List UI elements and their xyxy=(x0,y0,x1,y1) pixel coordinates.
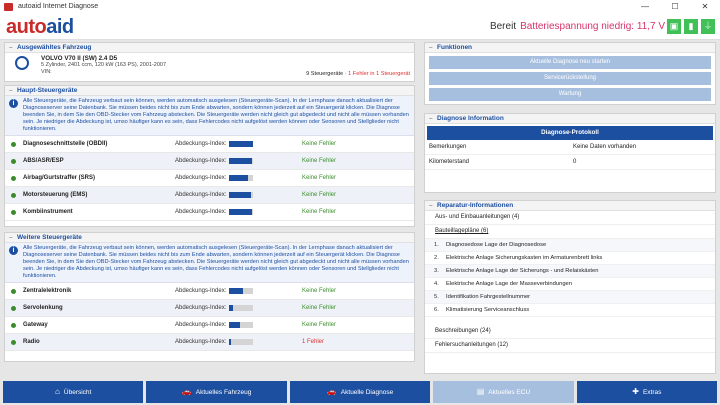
ecu-status-dot xyxy=(11,193,16,198)
ecu-name: Airbag/Gurtstraffer (SRS) xyxy=(23,175,96,181)
car-icon: 🚗 xyxy=(181,387,192,396)
coverage-bar xyxy=(229,141,253,147)
ecu-status: Keine Fehler xyxy=(302,322,337,328)
ecu-row[interactable] xyxy=(5,334,414,351)
status-ready: Bereit xyxy=(489,21,517,32)
ecu-status: Keine Fehler xyxy=(302,192,337,198)
restart-diagnosis-button[interactable]: Aktuelle Diagnose neu starten xyxy=(429,56,711,69)
repair-item-label: Elektrische Anlage Sicherungskasten im Armaturenbrett links xyxy=(446,255,603,261)
main-ecus-panel: – Haupt-Steuergeräte i Alle Steuergeräte, die Fahrzeug verbaut sein können, werden automatisch ausgelesen (Steuergeräte-Scan). In der Lernphase danach aktualisiert der Diagnoseserver seine Datenbank. Sie müssen beides nicht bis zum Ende abwarten, sondern können jederzeit auf ein Steuergerät klicken. Die Diagnose beenden Sie, in dem Sie den OBD-Stecker vom Fahrzeug abstecken. Die Steuergeräte werden nicht gleich gut abgedeckt und nicht alle müssen vorhanden sein. Je niedriger die Abdeckung ist, umso häufiger kann es sein, dass Fehlercodes nicht aufgelöst werden können oder Sensoren und Stellglieder nicht funktionieren. Diagnoseschnittstelle (OBDII) Abdeckungs-Index: Keine Fehler ABS/ASR/ESP Abdeckungs-Index: Keine Fehler Airbag/Gurtstraffer (SRS) Abdeckungs-Index: Keine Fehler Motorsteuerung (EMS) Abdeckungs-Index: Keine Fehler Kombiinstrument Abdeckungs-Index: Keine Fehler xyxy=(4,85,415,227)
repair-info-panel: – Reparatur-Informationen Aus- und Einbauanleitungen (4) Bauteillagepläne (6) 1. Diagnosedose Lage der Diagnosedose 2. Elektrische Anlage Sicherungskasten im Armaturenbrett links 3. Elektrische Anlage Lage der Sicherungs - und Relaiskästen 4. Elektrische Anlage Lage der Masseverbindungen 5. Identifikation Fahrgestellnummer 6. Klimatisierung Serviceanschluss Beschreibungen (24) Fehlersuchanleitungen (12) xyxy=(424,200,716,374)
coverage-bar-fill xyxy=(229,158,252,164)
repair-item-number: 6. xyxy=(434,307,439,313)
diagnose-info-title: Diagnose Information xyxy=(437,115,504,122)
repair-group-assembly[interactable]: Aus- und Einbauanleitungen (4) xyxy=(425,211,715,225)
ecu-name: Kombiinstrument xyxy=(23,209,73,215)
other-ecus-panel: – Weitere Steuergeräte i Alle Steuergeräte, die Fahrzeug verbaut sein können, werden automatisch ausgelesen (Steuergeräte-Scan). In der Lernphase danach aktualisiert der Diagnoseserver seine Datenbank. Sie müssen beides nicht bis zum Ende abwarten, sondern können jederzeit auf ein Steuergerät klicken. Die Diagnose beenden Sie, in dem Sie den OBD-Stecker vom Fahrzeug abstecken. Die Steuergeräte werden nicht gleich gut abgedeckt und nicht alle müssen vorhanden sein. Je niedriger die Abdeckung ist, umso häufiger kann es sein, dass Fehlercodes nicht aufgelöst werden können oder Sensoren und Stellglieder nicht funktionieren. Zentralelektronik Abdeckungs-Index: Keine Fehler Servolenkung Abdeckungs-Index: Keine Fehler Gateway Abdeckungs-Index: Keine Fehler Radio Abdeckungs-Index: 1 Fehler xyxy=(4,232,415,362)
ecu-name: Diagnoseschnittstelle (OBDII) xyxy=(23,141,108,147)
volvo-logo-icon xyxy=(15,56,29,70)
app-header xyxy=(0,14,720,40)
remarks-row: Bemerkungen Keine Daten vorhanden xyxy=(425,140,715,155)
wrench-icon: ✚ xyxy=(632,387,639,396)
ecu-name: Gateway xyxy=(23,322,48,328)
usb-icon[interactable]: ⏚ xyxy=(701,19,715,34)
coverage-bar xyxy=(229,305,253,311)
coverage-bar xyxy=(229,322,253,328)
ecu-status: Keine Fehler xyxy=(302,158,337,164)
other-ecus-title: Weitere Steuergeräte xyxy=(17,234,82,241)
coverage-bar-fill xyxy=(229,192,251,198)
ecu-status-dot xyxy=(11,159,16,164)
home-icon: ⌂ xyxy=(55,387,60,396)
ecu-row[interactable] xyxy=(5,204,414,221)
ecu-icon: ▤ xyxy=(476,387,485,396)
repair-info-title: Reparatur-Informationen xyxy=(437,202,514,209)
coverage-bar-fill xyxy=(229,305,233,311)
main-ecu-list xyxy=(5,136,414,221)
ecu-status-dot xyxy=(11,340,16,345)
repair-item-label: Klimatisierung Serviceanschluss xyxy=(446,307,530,313)
functions-panel: – Funktionen Aktuelle Diagnose neu starten Servicerückstellung Wartung xyxy=(424,42,716,105)
repair-group-troubleshooting[interactable]: Fehlersuchanleitungen (12) xyxy=(425,339,715,353)
ecu-status-dot xyxy=(11,323,16,328)
coverage-label: Abdeckungs-Index: xyxy=(175,305,227,311)
window-title: autoaid Internet Diagnose xyxy=(18,3,99,10)
ecu-row[interactable] xyxy=(5,170,414,187)
ecu-name: Servolenkung xyxy=(23,305,63,311)
repair-item-number: 2. xyxy=(434,255,439,261)
coverage-label: Abdeckungs-Index: xyxy=(175,339,227,345)
nav-button-label: Aktuelles Fahrzeug xyxy=(195,389,252,396)
ecu-name: Radio xyxy=(23,339,40,345)
nav-button-wrench[interactable] xyxy=(577,381,717,403)
error-summary: · 1 Fehler in 1 Steuergerät xyxy=(344,71,410,77)
coverage-bar xyxy=(229,209,253,215)
title-bar xyxy=(0,0,720,14)
other-ecu-list xyxy=(5,283,414,351)
ecu-status-dot xyxy=(11,210,16,215)
coverage-bar xyxy=(229,288,253,294)
status-text xyxy=(490,21,665,33)
ecu-status: 1 Fehler xyxy=(302,339,325,345)
repair-item[interactable] xyxy=(425,252,715,265)
ecu-status-dot xyxy=(11,289,16,294)
battery-icon[interactable]: ▮ xyxy=(684,19,698,34)
coverage-label: Abdeckungs-Index: xyxy=(175,175,227,181)
vehicle-panel: – Ausgewähltes Fahrzeug VOLVO V70 II (SW) 2.4 D5 5 Zylinder, 2401 ccm, 120 kW (163 PS), 2001-2007 VIN: 9 Steuergeräte · 1 Fehler in 1 Steuergerät xyxy=(4,42,415,82)
coverage-bar xyxy=(229,158,253,164)
coverage-bar-fill xyxy=(229,141,253,147)
bottom-nav xyxy=(0,381,720,405)
ecu-status: Keine Fehler xyxy=(302,209,337,215)
repair-item[interactable] xyxy=(425,304,715,317)
vehicle-name: VOLVO V70 II (SW) 2.4 D5 xyxy=(41,55,118,62)
repair-item-label: Diagnosedose Lage der Diagnosedose xyxy=(446,242,547,248)
coverage-label: Abdeckungs-Index: xyxy=(175,192,227,198)
main-ecus-info: i Alle Steuergeräte, die Fahrzeug verbaut sein können, werden automatisch ausgelesen (Steuergeräte-Scan). In der Lernphase danach aktualisiert der Diagnoseserver seine Datenbank. Sie müssen beides nicht bis zum Ende abwarten, sondern können jederzeit auf ein Steuergerät klicken. Die Diagnose beenden Sie, in dem Sie den OBD-Stecker vom Fahrzeug abstecken. Die Steuergeräte werden nicht gleich gut abgedeckt und nicht alle müssen vorhanden sein. Je niedriger die Abdeckung ist, umso häufiger kann es sein, dass Fehlercodes nicht aufgelöst werden können oder Sensoren und Stellglieder nicht funktionieren. xyxy=(5,96,414,136)
nav-button-label: Übersicht xyxy=(63,389,92,396)
autoaid-logo: autoaid xyxy=(6,16,74,38)
app-icon xyxy=(4,3,13,11)
nav-button-car-diagnose[interactable] xyxy=(290,381,430,403)
repair-item-label: Elektrische Anlage Lage der Sicherungs - und Relaiskästen xyxy=(446,268,599,274)
repair-item-number: 3. xyxy=(434,268,439,274)
coverage-bar-fill xyxy=(229,322,240,328)
ecu-row[interactable] xyxy=(5,283,414,300)
vehicle-details: 5 Zylinder, 2401 ccm, 120 kW (163 PS), 2001-2007 xyxy=(41,62,167,68)
coverage-label: Abdeckungs-Index: xyxy=(175,141,227,147)
repair-item[interactable] xyxy=(425,278,715,291)
vehicle-section-title: Ausgewähltes Fahrzeug xyxy=(17,44,92,51)
car-status-icon[interactable]: ▣ xyxy=(667,19,681,34)
ecu-name: Zentralelektronik xyxy=(23,288,72,294)
mileage-row: Kilometerstand 0 xyxy=(425,155,715,170)
ecu-row[interactable] xyxy=(5,317,414,334)
coverage-label: Abdeckungs-Index: xyxy=(175,288,227,294)
coverage-label: Abdeckungs-Index: xyxy=(175,322,227,328)
ecu-name: ABS/ASR/ESP xyxy=(23,158,64,164)
coverage-label: Abdeckungs-Index: xyxy=(175,209,227,215)
repair-item-number: 4. xyxy=(434,281,439,287)
repair-item-label: Identifikation Fahrgestellnummer xyxy=(446,294,531,300)
ecu-row[interactable] xyxy=(5,300,414,317)
close-button[interactable]: ✕ xyxy=(701,2,709,11)
coverage-bar-fill xyxy=(229,175,248,181)
repair-item-number: 5. xyxy=(434,294,439,300)
coverage-bar xyxy=(229,192,253,198)
minimize-button[interactable]: — xyxy=(641,2,649,11)
ecu-status: Keine Fehler xyxy=(302,141,337,147)
nav-button-label: Aktuelle Diagnose xyxy=(340,389,394,396)
ecu-status-dot xyxy=(11,176,16,181)
diagnose-protocol-button[interactable]: Diagnose-Protokoll xyxy=(427,126,713,140)
coverage-bar-fill xyxy=(229,339,231,345)
nav-button-car[interactable] xyxy=(146,381,286,403)
coverage-label: Abdeckungs-Index: xyxy=(175,158,227,164)
ecu-count: 9 Steuergeräte xyxy=(306,71,344,77)
ecu-row[interactable] xyxy=(5,136,414,153)
coverage-bar xyxy=(229,339,253,345)
nav-button-label: Aktuelles ECU xyxy=(488,389,531,396)
ecu-status-dot xyxy=(11,306,16,311)
repair-item[interactable] xyxy=(425,265,715,278)
repair-group-component-plans[interactable]: Bauteillagepläne (6) xyxy=(425,225,715,239)
repair-group-descriptions[interactable]: Beschreibungen (24) xyxy=(425,325,715,339)
ecu-status: Keine Fehler xyxy=(302,305,337,311)
other-ecus-info: i Alle Steuergeräte, die Fahrzeug verbaut sein können, werden automatisch ausgelesen (Steuergeräte-Scan). In der Lernphase danach aktualisiert der Diagnoseserver seine Datenbank. Sie müssen beides nicht bis zum Ende abwarten, sondern können jederzeit auf ein Steuergerät klicken. Die Diagnose beenden Sie, in dem Sie den OBD-Stecker vom Fahrzeug abstecken. Die Steuergeräte werden nicht gleich gut abgedeckt und nicht alle müssen vorhanden sein. Je niedriger die Abdeckung ist, umso häufiger kann es sein, dass Fehlercodes nicht aufgelöst werden können oder Sensoren und Stellglieder nicht funktionieren. xyxy=(5,243,414,283)
functions-title: Funktionen xyxy=(437,44,473,51)
ecu-row[interactable] xyxy=(5,187,414,204)
ecu-name: Motorsteuerung (EMS) xyxy=(23,192,88,198)
info-icon: i xyxy=(9,246,18,255)
diagnose-info-panel: – Diagnose Information Diagnose-Protokoll Bemerkungen Keine Daten vorhanden Kilometerstand 0 xyxy=(424,113,716,193)
info-icon: i xyxy=(9,99,18,108)
repair-item[interactable] xyxy=(425,291,715,304)
repair-item-label: Elektrische Anlage Lage der Masseverbindungen xyxy=(446,281,573,287)
maintenance-button[interactable]: Wartung xyxy=(429,88,711,101)
main-ecus-title: Haupt-Steuergeräte xyxy=(17,87,78,94)
car-diagnose-icon: 🚗 xyxy=(326,387,337,396)
nav-button-home[interactable] xyxy=(3,381,143,403)
maximize-button[interactable]: ☐ xyxy=(671,2,679,11)
repair-item-list xyxy=(425,239,715,317)
nav-button-label: Extras xyxy=(642,389,662,396)
ecu-status-dot xyxy=(11,142,16,147)
coverage-bar-fill xyxy=(229,288,243,294)
ecu-status: Keine Fehler xyxy=(302,175,337,181)
coverage-bar-fill xyxy=(229,209,252,215)
repair-item[interactable] xyxy=(425,239,715,252)
nav-button-ecu[interactable] xyxy=(433,381,573,403)
ecu-row[interactable] xyxy=(5,153,414,170)
coverage-bar xyxy=(229,175,253,181)
repair-item-number: 1. xyxy=(434,242,439,248)
service-reset-button[interactable]: Servicerückstellung xyxy=(429,72,711,85)
ecu-status: Keine Fehler xyxy=(302,288,337,294)
vehicle-vin: VIN: xyxy=(41,69,52,75)
battery-warning: Batteriespannung niedrig: 11,7 V xyxy=(520,21,665,32)
